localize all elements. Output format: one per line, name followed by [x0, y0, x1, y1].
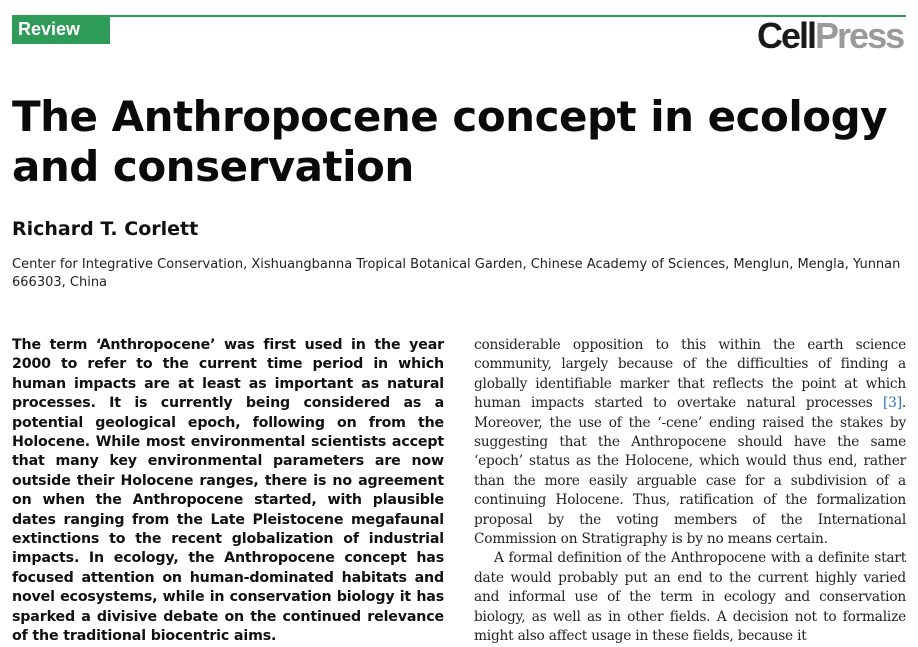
section-badge: Review — [12, 15, 110, 44]
body-p1-text-a: considerable opposition to this within the earth science community, largely because of the difficulties of finding a globally identifiable marker that reflects the point at which human impacts started to overtake natural processes — [474, 337, 906, 412]
logo-part-cell: Cell — [757, 15, 816, 56]
body-paragraph-1 — [474, 336, 906, 549]
abstract: The term ‘Anthropocene’ was first used in the year 2000 to refer to the current time period in which human impacts are at least as important as natural processes. It is currently being considered as a potential geological epoch, following on from the Holocene. While most environmental scientists accept that many key environmental parameters are now outside their Holocene ranges, there is no agreement on when the Anthropocene started, with plausible dates ranging from the Late Pleistocene megafaunal extinctions to the recent globalization of industrial impacts. In ecology, the Anthropocene concept has focused attention on human-dominated habitats and novel ecosystems, while in conservation biology it has sparked a divisive debate on the continued relevance of the traditional biocentric aims. — [12, 337, 444, 645]
body-p1-text-b: . Moreover, the use of the ‘-cene’ ending raised the stakes by suggesting that the Anthropocene should have the same ‘epoch’ status as the Holocene, which would thus end, rather than the more easily arguable case for a subdivision of a continuing Holocene. Thus, ratification of the formalization proposal by the voting members of the International Commission on Stratigraphy is by no means certain. — [474, 395, 906, 548]
article-title: The Anthropocene concept in ecology and conservation — [12, 92, 888, 191]
body-text-column — [474, 336, 906, 647]
citation-link-3[interactable]: [3] — [883, 395, 902, 412]
cellpress-logo — [757, 16, 903, 56]
author-name: Richard T. Corlett — [12, 218, 199, 240]
author-affiliation: Center for Integrative Conservation, Xishuangbanna Tropical Botanical Garden, Chinese Academy of Sciences, Menglun, Mengla, Yunnan 666303, China — [12, 257, 901, 290]
logo-part-press: Press — [815, 15, 904, 56]
body-paragraph-2: A formal definition of the Anthropocene with a definite start date would probably put an end to the current highly varied and informal use of the term in ecology and conservation biology, as well as in other fields. A decision not to formalize might also affect usage in these fields, because it — [474, 550, 906, 645]
